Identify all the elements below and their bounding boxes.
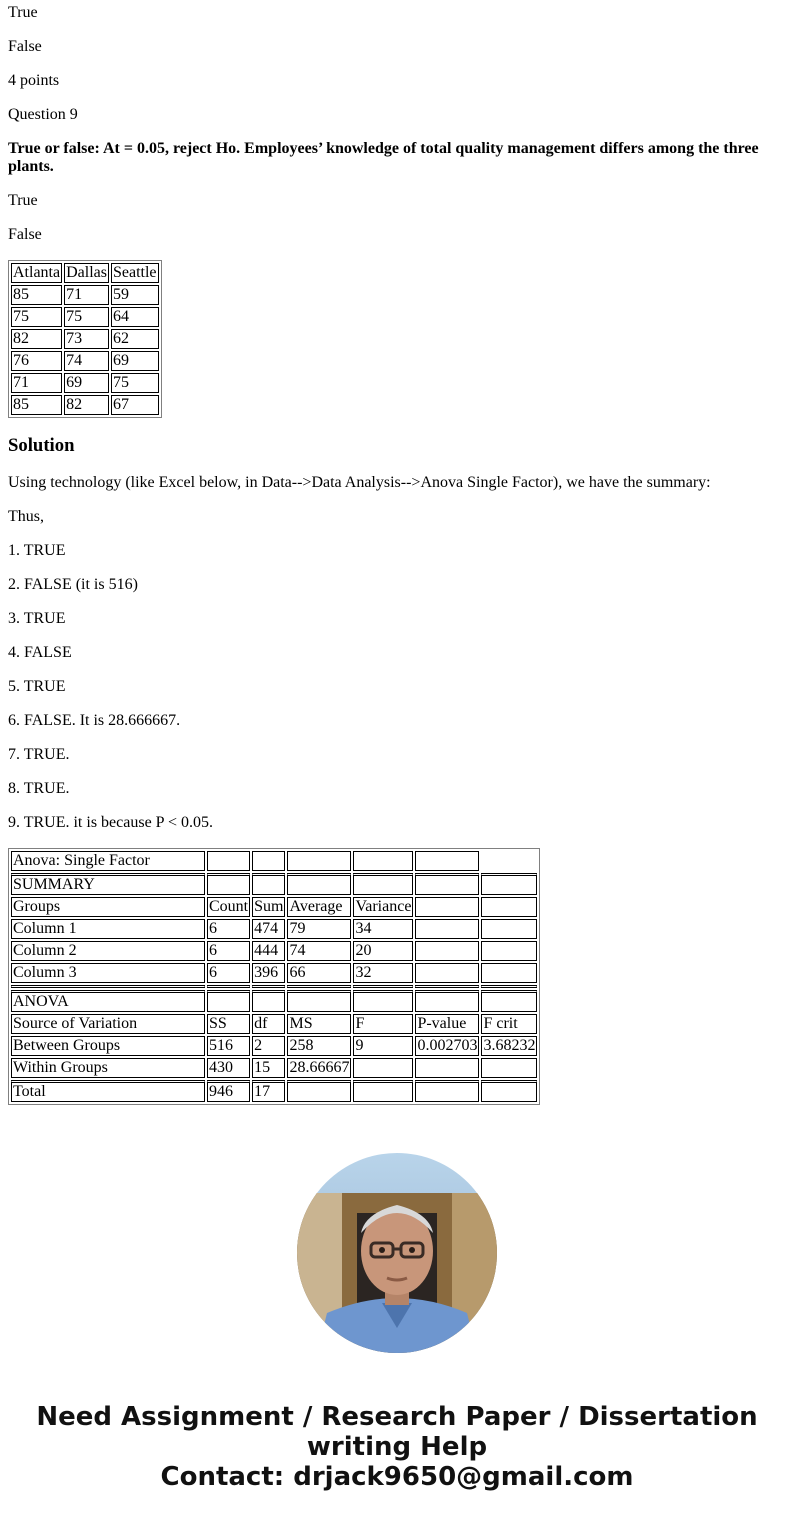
cell: 258 (287, 1036, 351, 1056)
header-f: F (353, 1014, 413, 1034)
empty-cell (287, 985, 351, 988)
cell: 76 (11, 351, 62, 371)
empty-cell (287, 851, 351, 871)
cell: 34 (353, 919, 413, 939)
header-source: Source of Variation (11, 1014, 205, 1034)
empty-cell (415, 963, 479, 983)
question-prompt: True or false: At = 0.05, reject Ho. Employees’ knowledge of total quality management differs among the three plants. (8, 140, 759, 175)
table-row (11, 307, 159, 327)
cell: 32 (353, 963, 413, 983)
cell: 73 (64, 329, 109, 349)
empty-cell (11, 985, 205, 988)
cell: 64 (111, 307, 159, 327)
cell: 75 (111, 373, 159, 393)
cell: 74 (287, 941, 351, 961)
answer-1: 1. TRUE (8, 542, 66, 559)
cell: 85 (11, 395, 62, 415)
answer-2: 2. FALSE (it is 516) (8, 576, 138, 593)
summary-row (11, 963, 537, 983)
empty-cell (207, 985, 250, 988)
contact-banner (0, 1402, 794, 1492)
total-row (11, 1080, 537, 1102)
cell: 396 (252, 963, 285, 983)
empty-cell (481, 1080, 537, 1102)
cell: 6 (207, 941, 250, 961)
plant-scores-table (8, 260, 162, 418)
cell: 516 (207, 1036, 250, 1056)
empty-cell (481, 963, 537, 983)
answer-3: 3. TRUE (8, 610, 66, 627)
empty-cell (252, 990, 285, 1012)
empty-cell (481, 897, 537, 917)
cell: Column 3 (11, 963, 205, 983)
empty-cell (353, 990, 413, 1012)
solution-heading: Solution (8, 435, 75, 456)
cell: 85 (11, 285, 62, 305)
empty-cell (287, 873, 351, 895)
within-groups-row (11, 1058, 537, 1078)
empty-cell (353, 985, 413, 988)
cell: 59 (111, 285, 159, 305)
table-row (11, 395, 159, 415)
cell: 71 (64, 285, 109, 305)
cell: 75 (11, 307, 62, 327)
answer-4: 4. FALSE (8, 644, 72, 661)
empty-cell (252, 873, 285, 895)
cell: 946 (207, 1080, 250, 1102)
header-ms: MS (287, 1014, 351, 1034)
header-average: Average (287, 897, 351, 917)
empty-cell (415, 851, 479, 871)
anova-header-row (11, 1014, 537, 1034)
cell: 6 (207, 919, 250, 939)
cell: 0.002703 (417, 1037, 478, 1054)
cell: 75 (64, 307, 109, 327)
solution-thus: Thus, (8, 508, 44, 525)
cell: 474 (252, 919, 285, 939)
empty-cell (353, 873, 413, 895)
cell: 6 (207, 963, 250, 983)
cell: Column 1 (11, 919, 205, 939)
author-avatar (297, 1153, 497, 1353)
answer-5: 5. TRUE (8, 678, 66, 695)
empty-cell (415, 985, 479, 988)
summary-label-row (11, 873, 537, 895)
cell: 28.66667 (289, 1059, 350, 1076)
cell: 2 (252, 1036, 285, 1056)
summary-row (11, 941, 537, 961)
empty-cell (207, 873, 250, 895)
empty-cell (353, 1058, 413, 1078)
cell: Between Groups (11, 1036, 205, 1056)
option-true-prev: True (8, 4, 38, 21)
banner-contact-email: Contact: drjack9650@gmail.com (160, 1462, 634, 1492)
cell: Total (11, 1080, 205, 1102)
empty-cell (207, 851, 250, 871)
cell: 66 (287, 963, 351, 983)
empty-cell (481, 1058, 537, 1078)
cell: 67 (111, 395, 159, 415)
empty-cell (481, 990, 537, 1012)
question-number: Question 9 (8, 106, 78, 123)
empty-cell (287, 1080, 351, 1102)
empty-cell (353, 1080, 413, 1102)
cell: 82 (64, 395, 109, 415)
answer-7: 7. TRUE. (8, 746, 70, 763)
header-dallas: Dallas (66, 264, 107, 281)
cell: 444 (252, 941, 285, 961)
cell: 69 (64, 373, 109, 393)
empty-cell (481, 941, 537, 961)
points-label: 4 points (8, 72, 60, 89)
header-sum: Sum (254, 898, 284, 915)
option-false-prev: False (8, 38, 42, 55)
header-fcrit: F crit (481, 1014, 537, 1034)
cell: 62 (111, 329, 159, 349)
header-atlanta: Atlanta (13, 264, 61, 281)
table-row (11, 373, 159, 393)
empty-cell (481, 873, 537, 895)
empty-cell (415, 873, 479, 895)
empty-cell (252, 985, 285, 988)
cell: 9 (353, 1036, 413, 1056)
cell: Column 2 (11, 941, 205, 961)
empty-cell (252, 851, 285, 871)
cell: 430 (207, 1058, 250, 1078)
anova-label-row (11, 990, 537, 1012)
header-ss: SS (207, 1014, 250, 1034)
summary-header-row (11, 897, 537, 917)
table-row (11, 285, 159, 305)
summary-row (11, 919, 537, 939)
empty-cell (415, 941, 479, 961)
option-true: True (8, 192, 38, 209)
table-row (11, 329, 159, 349)
header-seattle: Seattle (112, 264, 157, 281)
empty-cell (207, 990, 250, 1012)
banner-line-1: Need Assignment / Research Paper / Dissertation (36, 1402, 758, 1432)
option-false: False (8, 226, 42, 243)
header-count: Count (209, 898, 249, 915)
banner-line-2: writing Help (306, 1432, 488, 1462)
empty-cell (415, 897, 479, 917)
cell: Within Groups (11, 1058, 205, 1078)
cell: 74 (64, 351, 109, 371)
anova-label: ANOVA (11, 990, 205, 1012)
cell: 3.68232 (483, 1037, 536, 1054)
empty-cell (481, 851, 537, 871)
spacer-row (11, 985, 537, 988)
answer-8: 8. TRUE. (8, 780, 70, 797)
avatar-portrait (297, 1153, 497, 1353)
anova-table (8, 848, 540, 1105)
header-df: df (252, 1014, 285, 1034)
anova-title: Anova: Single Factor (11, 851, 205, 871)
empty-cell (481, 985, 537, 988)
cell: 82 (11, 329, 62, 349)
anova-title-row (11, 851, 537, 871)
header-pvalue: P-value (415, 1014, 479, 1034)
empty-cell (415, 1080, 479, 1102)
between-groups-row (11, 1036, 537, 1056)
empty-cell (415, 1058, 479, 1078)
page-content (8, 0, 786, 1105)
empty-cell (481, 919, 537, 939)
table-header-row (11, 263, 159, 283)
cell: 71 (11, 373, 62, 393)
empty-cell (353, 851, 413, 871)
table-row (11, 351, 159, 371)
empty-cell (287, 990, 351, 1012)
summary-label: SUMMARY (11, 873, 205, 895)
cell: 79 (287, 919, 351, 939)
cell: 17 (252, 1080, 285, 1102)
answer-9: 9. TRUE. it is because P < 0.05. (8, 814, 214, 831)
cell: 15 (252, 1058, 285, 1078)
cell: 69 (111, 351, 159, 371)
answer-6: 6. FALSE. It is 28.666667. (8, 712, 181, 729)
solution-intro: Using technology (like Excel below, in Data-->Data Analysis-->Anova Single Factor), we have the summary: (8, 474, 711, 491)
cell: 20 (353, 941, 413, 961)
empty-cell (415, 990, 479, 1012)
header-groups: Groups (11, 897, 205, 917)
header-variance: Variance (355, 898, 412, 915)
empty-cell (415, 919, 479, 939)
